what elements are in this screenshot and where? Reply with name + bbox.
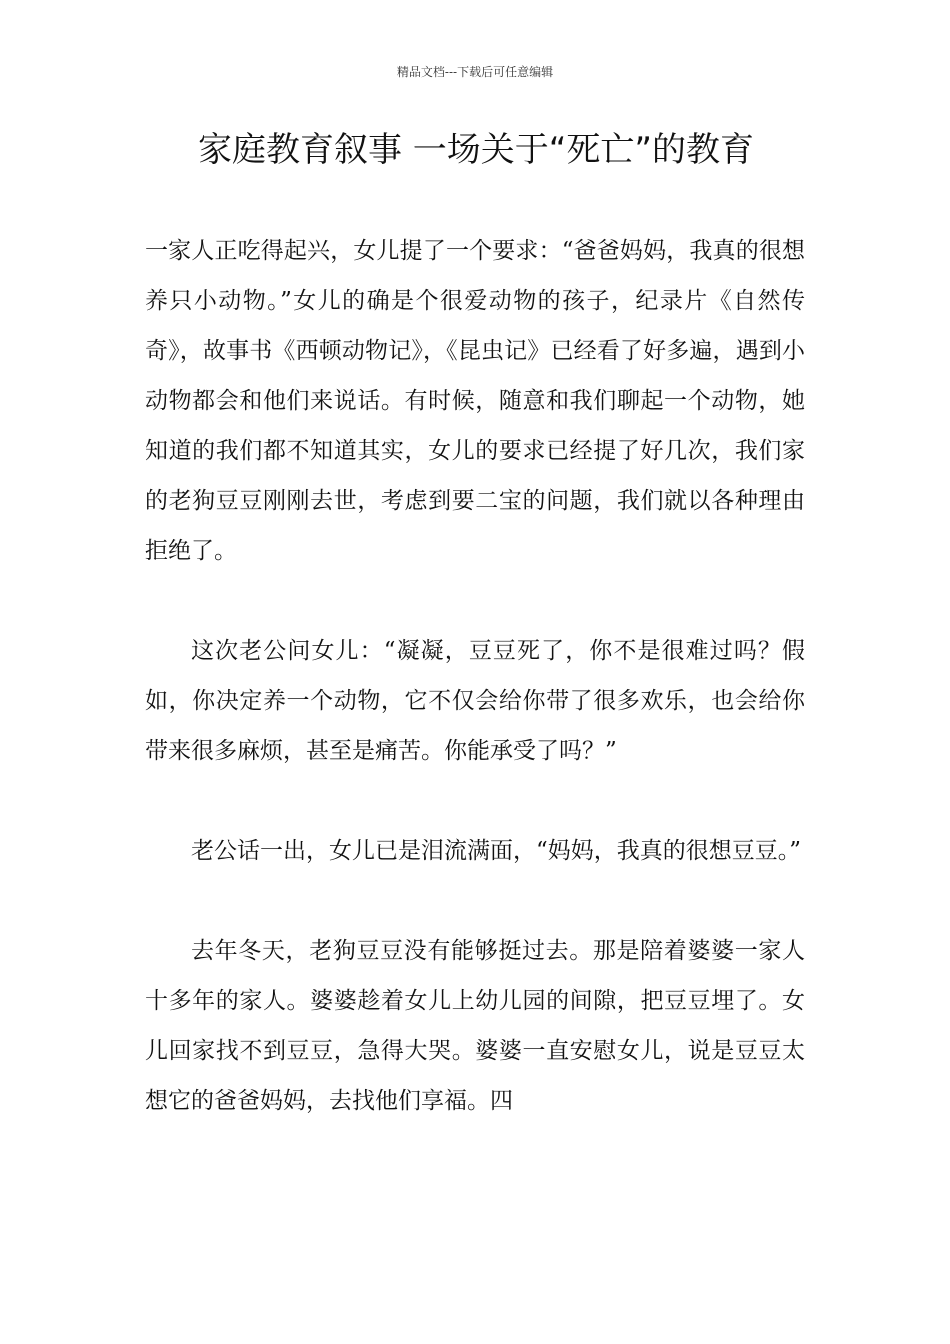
paragraph-4: 去年冬天，老狗豆豆没有能够挺过去。那是陪着婆婆一家人十多年的家人。婆婆趁着女儿上幼儿园的间隙，把豆豆埋了。女儿回家找不到豆豆，急得大哭。婆婆一直安慰女儿，说是豆豆太想它的爸爸妈妈，去找他们享福。四 [145, 938, 805, 1114]
paragraph-spacer [145, 576, 805, 626]
paragraph-2: 这次老公问女儿：“凝凝，豆豆死了，你不是很难过吗？假如，你决定养一个动物，它不仅会给你带了很多欢乐，也会给你带来很多麻烦，甚至是痛苦。你能承受了吗？” [145, 638, 805, 764]
document-title: 家庭教育叙事 一场关于“死亡”的教育 [197, 130, 755, 170]
paragraph-3: 老公话一出，女儿已是泪流满面，“妈妈，我真的很想豆豆。” [191, 838, 802, 864]
document-body [145, 226, 805, 1126]
paragraph-spacer [145, 876, 805, 926]
page-header: 精品文档---下载后可任意编辑 [396, 65, 554, 79]
paragraph-spacer [145, 776, 805, 826]
paragraph-1: 一家人正吃得起兴，女儿提了一个要求：“爸爸妈妈，我真的很想养只小动物。”女儿的确是个很爱动物的孩子，纪录片《自然传奇》，故事书《西顿动物记》，《昆虫记》已经看了好多遍，遇到小动物都会和他们来说话。有时候，随意和我们聊起一个动物，她知道的我们都不知道其实，女儿的要求已经提了好几次，我们家的老狗豆豆刚刚去世，考虑到要二宝的问题，我们就以各种理由拒绝了。 [145, 238, 805, 564]
